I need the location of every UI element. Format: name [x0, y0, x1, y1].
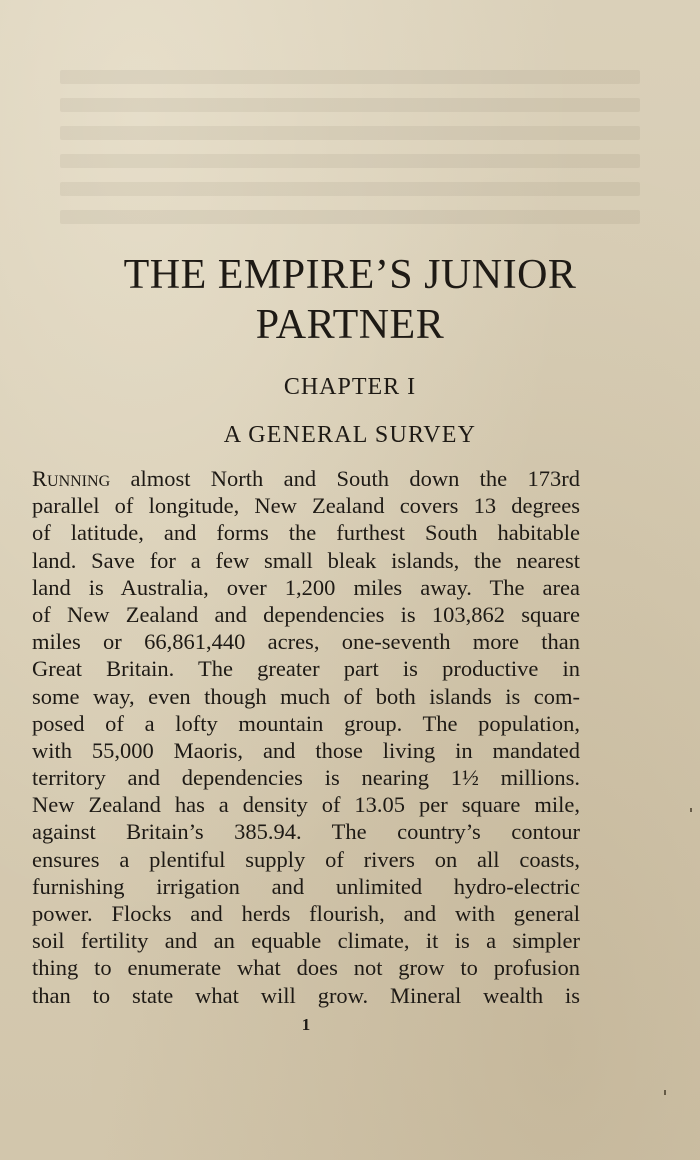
page-title: [0, 250, 700, 350]
body-line-17: power. Flocks and herds flourish, and with general: [32, 901, 580, 926]
body-line-2: parallel of longitude, New Zealand covers 13 degrees: [32, 493, 580, 519]
lead-word: Running: [32, 466, 111, 491]
paper-speck: [664, 1090, 666, 1095]
body-line-19: thing to enumerate what does not grow to profusion: [32, 955, 580, 981]
body-line-12: territory and dependencies is nearing 1½ millions.: [32, 765, 580, 791]
body-line-7: miles or 66,861,440 acres, one-seventh more than: [32, 629, 580, 655]
body-line-15: ensures a plentiful supply of rivers on all coasts,: [32, 846, 580, 872]
body-line-9: some way, even though much of both islands is com-: [32, 683, 580, 709]
body-line-1-rest: almost North and South down the 173rd: [110, 466, 580, 491]
body-line-4: land. Save for a few small bleak islands, the nearest: [32, 547, 580, 573]
chapter-label: CHAPTER I: [283, 374, 417, 400]
body-line-1: [32, 465, 580, 492]
body-text: [32, 465, 580, 1009]
body-line-6: of New Zealand and dependencies is 103,862 square: [32, 601, 580, 627]
title-line-1: THE EMPIRE’S JUNIOR: [123, 252, 577, 298]
body-line-13: New Zealand has a density of 13.05 per square mile,: [32, 792, 580, 818]
body-line-14: against Britain’s 385.94. The country’s contour: [32, 819, 580, 845]
body-line-8: Great Britain. The greater part is productive in: [32, 656, 580, 682]
body-line-16: furnishing irrigation and unlimited hydro-electric: [32, 873, 580, 899]
show-through-text: [60, 70, 640, 270]
body-line-5: land is Australia, over 1,200 miles away. The area: [32, 574, 580, 600]
body-line-3: of latitude, and forms the furthest South habitable: [32, 520, 580, 546]
paper-speck: [690, 808, 692, 812]
page-number: 1: [301, 1015, 311, 1034]
body-line-18: soil fertility and an equable climate, it is a simpler: [32, 928, 580, 954]
body-line-10: posed of a lofty mountain group. The population,: [32, 710, 580, 736]
body-line-11: with 55,000 Maoris, and those living in mandated: [32, 737, 580, 763]
chapter-title: A GENERAL SURVEY: [223, 422, 477, 448]
title-line-2: PARTNER: [255, 302, 445, 348]
body-line-20: than to state what will grow. Mineral wealth is: [32, 982, 580, 1008]
